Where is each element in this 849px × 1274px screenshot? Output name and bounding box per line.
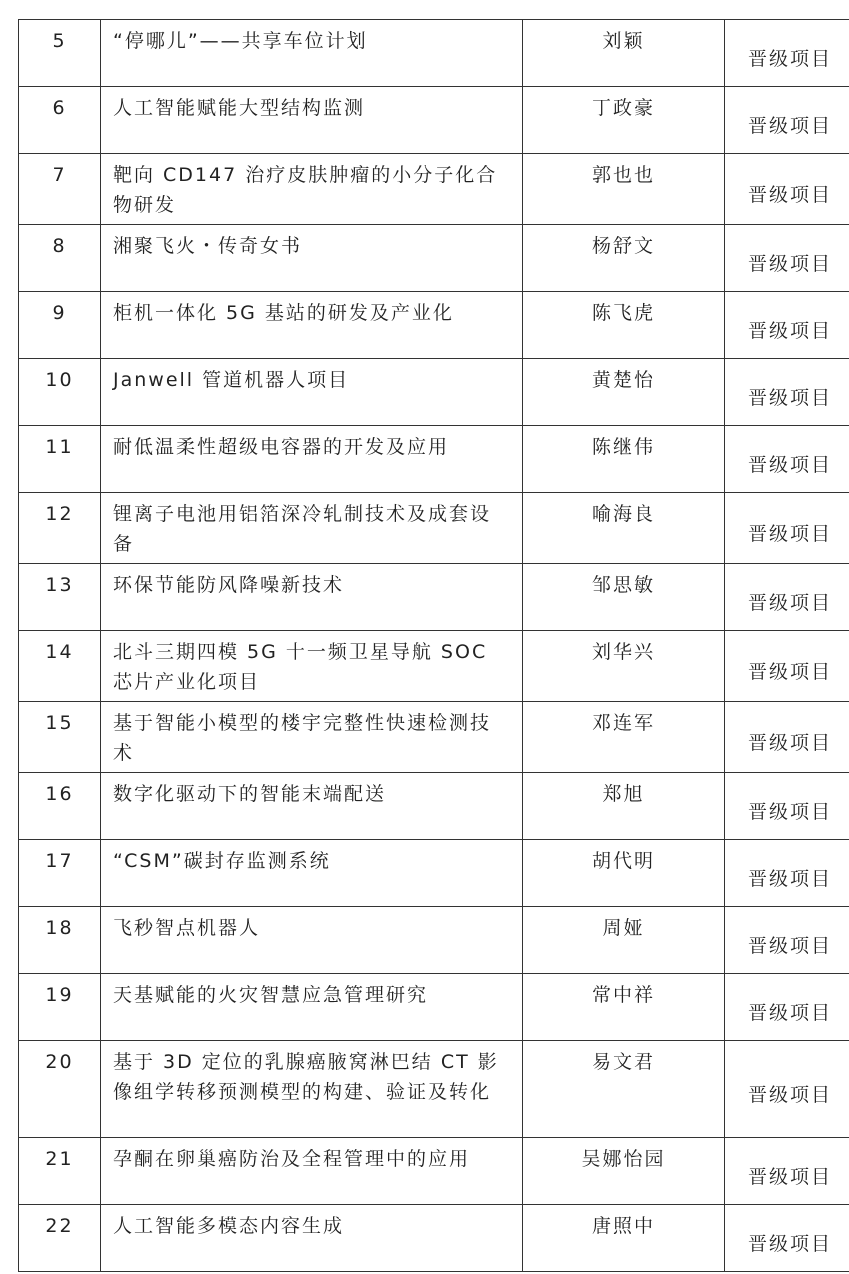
row-number-cell: 15	[19, 702, 101, 773]
project-status-cell: 晋级项目	[725, 564, 849, 631]
project-leader-cell: 刘华兴	[523, 631, 725, 702]
row-number-cell: 9	[19, 292, 101, 359]
project-leader-cell: 杨舒文	[523, 225, 725, 292]
project-name-cell: 天基赋能的火灾智慧应急管理研究	[101, 974, 523, 1041]
project-leader-cell: 邹思敏	[523, 564, 725, 631]
project-leader-cell: 周娅	[523, 907, 725, 974]
project-leader-cell: 胡代明	[523, 840, 725, 907]
project-status-cell: 晋级项目	[725, 773, 849, 840]
row-number-cell: 7	[19, 154, 101, 225]
row-number-cell: 20	[19, 1041, 101, 1138]
project-name-cell: Janwell 管道机器人项目	[101, 359, 523, 426]
project-status-cell: 晋级项目	[725, 292, 849, 359]
project-status-cell: 晋级项目	[725, 907, 849, 974]
project-status-cell: 晋级项目	[725, 702, 849, 773]
table-row	[19, 426, 849, 493]
project-leader-cell: 郑旭	[523, 773, 725, 840]
project-name-cell: 基于智能小模型的楼宇完整性快速检测技术	[101, 702, 523, 773]
project-name-cell: 孕酮在卵巢癌防治及全程管理中的应用	[101, 1138, 523, 1205]
project-status-cell: 晋级项目	[725, 225, 849, 292]
table-row	[19, 1041, 849, 1138]
row-number-cell: 6	[19, 87, 101, 154]
table-row	[19, 702, 849, 773]
table-row	[19, 974, 849, 1041]
project-status-cell: 晋级项目	[725, 87, 849, 154]
table-row	[19, 631, 849, 702]
row-number-cell: 18	[19, 907, 101, 974]
table-row	[19, 840, 849, 907]
project-name-cell: 耐低温柔性超级电容器的开发及应用	[101, 426, 523, 493]
project-leader-cell: 郭也也	[523, 154, 725, 225]
project-table	[18, 19, 849, 1272]
table-row	[19, 773, 849, 840]
row-number-cell: 11	[19, 426, 101, 493]
row-number-cell: 12	[19, 493, 101, 564]
table-row	[19, 907, 849, 974]
project-status-cell: 晋级项目	[725, 1138, 849, 1205]
table-row	[19, 225, 849, 292]
project-name-cell: 飞秒智点机器人	[101, 907, 523, 974]
project-status-cell: 晋级项目	[725, 840, 849, 907]
table-row	[19, 20, 849, 87]
project-status-cell: 晋级项目	[725, 493, 849, 564]
project-name-cell: 人工智能多模态内容生成	[101, 1205, 523, 1272]
project-leader-cell: 喻海良	[523, 493, 725, 564]
row-number-cell: 13	[19, 564, 101, 631]
row-number-cell: 17	[19, 840, 101, 907]
project-leader-cell: 陈飞虎	[523, 292, 725, 359]
project-name-cell: “CSM”碳封存监测系统	[101, 840, 523, 907]
project-name-cell: 基于 3D 定位的乳腺癌腋窝淋巴结 CT 影像组学转移预测模型的构建、验证及转化	[101, 1041, 523, 1138]
project-name-cell: 北斗三期四模 5G 十一频卫星导航 SOC 芯片产业化项目	[101, 631, 523, 702]
table-row	[19, 1138, 849, 1205]
project-leader-cell: 吴娜怡园	[523, 1138, 725, 1205]
table-row	[19, 154, 849, 225]
project-name-cell: 人工智能赋能大型结构监测	[101, 87, 523, 154]
project-name-cell: 湘聚飞火・传奇女书	[101, 225, 523, 292]
row-number-cell: 21	[19, 1138, 101, 1205]
project-name-cell: 锂离子电池用铝箔深冷轧制技术及成套设备	[101, 493, 523, 564]
table-row	[19, 292, 849, 359]
row-number-cell: 22	[19, 1205, 101, 1272]
project-status-cell: 晋级项目	[725, 1041, 849, 1138]
table-row	[19, 564, 849, 631]
project-leader-cell: 陈继伟	[523, 426, 725, 493]
project-status-cell: 晋级项目	[725, 426, 849, 493]
row-number-cell: 19	[19, 974, 101, 1041]
table-row	[19, 87, 849, 154]
row-number-cell: 8	[19, 225, 101, 292]
project-leader-cell: 黄楚怡	[523, 359, 725, 426]
project-status-cell: 晋级项目	[725, 631, 849, 702]
row-number-cell: 16	[19, 773, 101, 840]
project-leader-cell: 刘颖	[523, 20, 725, 87]
project-status-cell: 晋级项目	[725, 974, 849, 1041]
project-leader-cell: 丁政豪	[523, 87, 725, 154]
table-row	[19, 1205, 849, 1272]
table-row	[19, 359, 849, 426]
table-row	[19, 493, 849, 564]
project-name-cell: 环保节能防风降噪新技术	[101, 564, 523, 631]
project-status-cell: 晋级项目	[725, 154, 849, 225]
row-number-cell: 14	[19, 631, 101, 702]
project-name-cell: 数字化驱动下的智能末端配送	[101, 773, 523, 840]
project-status-cell: 晋级项目	[725, 1205, 849, 1272]
project-leader-cell: 唐照中	[523, 1205, 725, 1272]
project-name-cell: 靶向 CD147 治疗皮肤肿瘤的小分子化合物研发	[101, 154, 523, 225]
row-number-cell: 5	[19, 20, 101, 87]
project-name-cell: “停哪儿”——共享车位计划	[101, 20, 523, 87]
row-number-cell: 10	[19, 359, 101, 426]
project-leader-cell: 易文君	[523, 1041, 725, 1138]
project-status-cell: 晋级项目	[725, 359, 849, 426]
project-leader-cell: 邓连军	[523, 702, 725, 773]
project-leader-cell: 常中祥	[523, 974, 725, 1041]
project-name-cell: 柜机一体化 5G 基站的研发及产业化	[101, 292, 523, 359]
project-table-body	[19, 20, 849, 1272]
project-status-cell: 晋级项目	[725, 20, 849, 87]
